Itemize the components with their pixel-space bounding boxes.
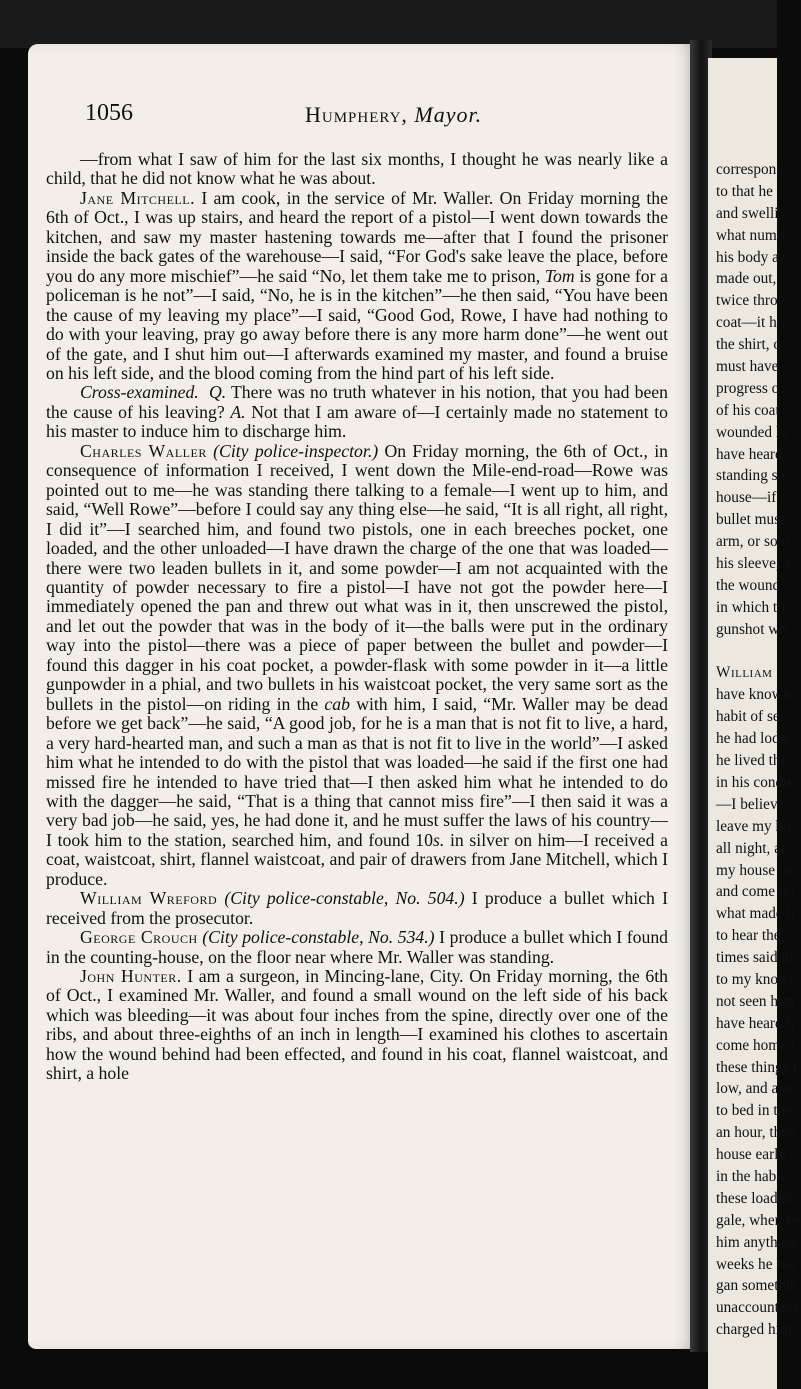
right-page-line: have heard [716,445,783,463]
right-page-line: charged him, [716,1321,796,1339]
right-page-line: arm, or som [716,533,790,551]
right-page-column [716,159,801,1341]
question-text: There was no truth whatever in his notion, that you had been the cause of his leaving? [46,382,668,422]
right-page-line: have heard h [716,1014,795,1032]
right-page-line: weeks he has [716,1255,797,1273]
right-page-line: to hear the [716,927,781,945]
paragraph-cross-examined [46,383,668,441]
paragraph-jane-mitchell [46,189,668,384]
paragraph-charles-waller [46,442,668,889]
right-page-line: and swelli [716,204,779,222]
testimony-text: On Friday morning, the 6th of Oct., in consequence of information I received, I went down the Mile-end-road—Rowe was pointed out to me—he was standing there talking to a female—I went up to him, and said, “Well Rowe”—before I could say any thing else—he said, “It is all right, all right, I did it”—I searched him, and found two pistols, one in each breeches pocket, one loaded, and the other unloaded—I have drawn the charge of the one that was loaded—there were two leaden bullets in it, and some powder—I am not acquainted with the quantity of powder necessary to fire a pistol—I have not got the powder here—I immediately opened the pan and threw out what was in it, then unscrewed the pistol, and let out the powder that was in the body of it—the balls were put in the ordinary way into the pistol—there was a piece of paper between the bullet and powder—I found this dagger in his coat pocket, a powder-flask with some powder in it—a little gunpowder in a phial, and two bullets in his waistcoat pocket, the very same sort as the bullets in the pistol—on riding in the [46,440,668,714]
speaker-role: (City police-constable, No. 534.) [202,927,435,948]
paragraph-1 [46,150,668,189]
right-page-line: these things i [716,1058,797,1076]
right-page-line: bullet must [716,511,785,529]
paragraph-william-wreford [46,889,668,928]
speaker-charles-waller: Charles Waller [80,440,207,461]
right-page-line: in the habit c [716,1167,796,1185]
italic-name: Tom [544,265,575,286]
right-page-line: he lived the [716,752,788,770]
right-page-line: what made h [716,905,795,923]
italic-word: cab [324,693,350,714]
testimony-text: I am a surgeon, in Mincing-lane, City. On Friday morning, the 6th of Oct., I examined Mr. Waller, and found a small wound on the left side of his back which was bleeding—it was about four inches from the spine, directly over one of the ribs, and about three-eighths of an inch in length—I examined his clothes to ascertain how the wound behind had been effected, and found in his coat, flannel waistcoat, and shirt, a hole [46,966,668,1084]
testimony-text: I produce a bullet which I found in the counting-house, on the floor near where Mr. Waller was standing. [46,927,669,967]
running-head [305,102,482,128]
testimony-text: is gone for a policeman is he not”—I said, “No, he is in the kitchen”—he then said, “You have been the cause of my leaving my place”—I said, “Good God, Rowe, I have had nothing to do with your leaving, pray go away before there is any more harm done”—he went out of the gate, and I shut him out—I afterwards examined my master, and found a bruise on his left side, and the blood coming from the hind part of his left side. [46,265,668,383]
right-page-line: come home i [716,1036,796,1054]
testimony-text: in silver on him—I received a coat, waistcoat, shirt, flannel waistcoat, and pair of drawers from Jane Mitchell, which I produce. [46,829,668,889]
right-page-line: the wound [716,576,781,594]
right-page-line: to that he [716,182,773,200]
right-page-line: to my knowl [716,970,794,988]
right-page-line: have known [716,686,791,704]
testimony-text: with him, I said, “Mr. Waller may be dead before we get back”—he said, “A good job, for he is a man that is not fit to live, a hard, a very hard-hearted man, and such a man as that is not fit to live in the world”—I asked him what he intended to do with the pistol that was loaded—he said if the first one had missed fire he intended to have tried that—I then asked him what he intended to do with the dagger—he said, “That is a thing that cannot miss fire”—I then said it was a very bad job—he said, yes, he had done it, and he must suffer the laws of his country—I took him to the station, searched him, and found 10 [46,693,669,850]
right-page-line: his body a [716,248,779,266]
testimony-text: I produce a bullet which I received from the prosecutor. [46,888,669,928]
right-page-line: unaccountabl [716,1299,798,1317]
right-page-line: leave my ho [716,817,791,835]
right-page-line: progress o [716,379,780,397]
running-head-name: Humphery, [305,102,408,127]
speaker-george-crouch: George Crouch [80,927,198,948]
right-page-line: in his condu [716,773,791,791]
right-page-line: not seen him [716,992,795,1010]
right-page-line: him anything [716,1233,798,1251]
right-page-line: my house to [716,861,791,879]
right-page [708,58,801,1389]
right-page-line: low, and alar [716,1080,795,1098]
right-page-line: what numb [716,226,785,244]
right-page-line: in which th [716,598,785,616]
right-page-line: and come ho [716,883,795,901]
answer-marker: A. [230,401,246,422]
question-marker: Q. [208,382,227,403]
right-page-line: twice throu [716,292,786,310]
paragraph-john-hunter [46,967,668,1084]
testimony-text: I am cook, in the service of Mr. Waller. On Friday morning the 6th of Oct., I was up stairs, and heard the report of a pistol—I went down towards the kitchen, and saw my master hastening towards me—after that I found the prisoner inside the back gates of the warehouse—I said, “For God's sake leave the place, before you do any more mischief”—he said “No, let them take me to prison, [46,187,668,286]
shilling-abbrev: s. [432,829,445,850]
right-page-line: house—if t [716,489,785,507]
right-page-line: gale, when he [716,1211,801,1229]
right-page-line: correspond [716,161,784,178]
paragraph-1-text: —from what I saw of him for the last six months, I thought he was nearly like a child, that he did not know what he was about. [46,149,668,189]
speaker-role: (City police-constable, No. 504.) [224,888,465,909]
right-page-line: gan somethir [716,1277,796,1295]
right-page-speaker: William [716,664,773,682]
right-page-line: all night, an [716,839,789,857]
right-page-line: house early i [716,1146,795,1164]
right-page-spacer [716,641,786,663]
right-page-line: times said th [716,949,794,967]
speaker-john-hunter: John Hunter. [80,966,182,987]
right-page-line: his sleeve, a [716,555,791,573]
page-body [46,150,668,1084]
right-page-line: standing sic [716,467,789,485]
right-page-line: coat—it h [716,314,777,332]
cross-examined-label: Cross-examined. [80,382,199,403]
right-page-line: gunshot wo [716,620,787,638]
speaker-jane-mitchell: Jane Mitchell. [80,187,196,208]
right-page-line: —I believe [716,795,785,813]
right-page-line: he had lodg [716,730,788,748]
page-header [85,100,645,136]
running-head-title: Mayor. [414,102,483,127]
right-page-line: habit of see [716,708,787,726]
right-page-line: an hour, then [716,1124,796,1142]
right-page-line: wounded hi [716,423,788,441]
right-page-line: the shirt, o [716,336,782,354]
paragraph-george-crouch [46,928,668,967]
scan-top-edge [0,0,777,48]
right-page-line: must have [716,358,779,376]
right-page-line: of his coat [716,401,780,419]
answer-text: Not that I am aware of—I certainly made no statement to his master to induce him to discharge him. [46,401,668,442]
speaker-william-wreford: William Wreford [80,888,218,909]
right-page-line: made out, [716,270,777,288]
page-number: 1056 [85,100,133,126]
right-page-line: these loaded [716,1189,793,1207]
speaker-role: (City police-inspector.) [213,440,379,461]
right-page-line: to bed in the [716,1102,793,1120]
